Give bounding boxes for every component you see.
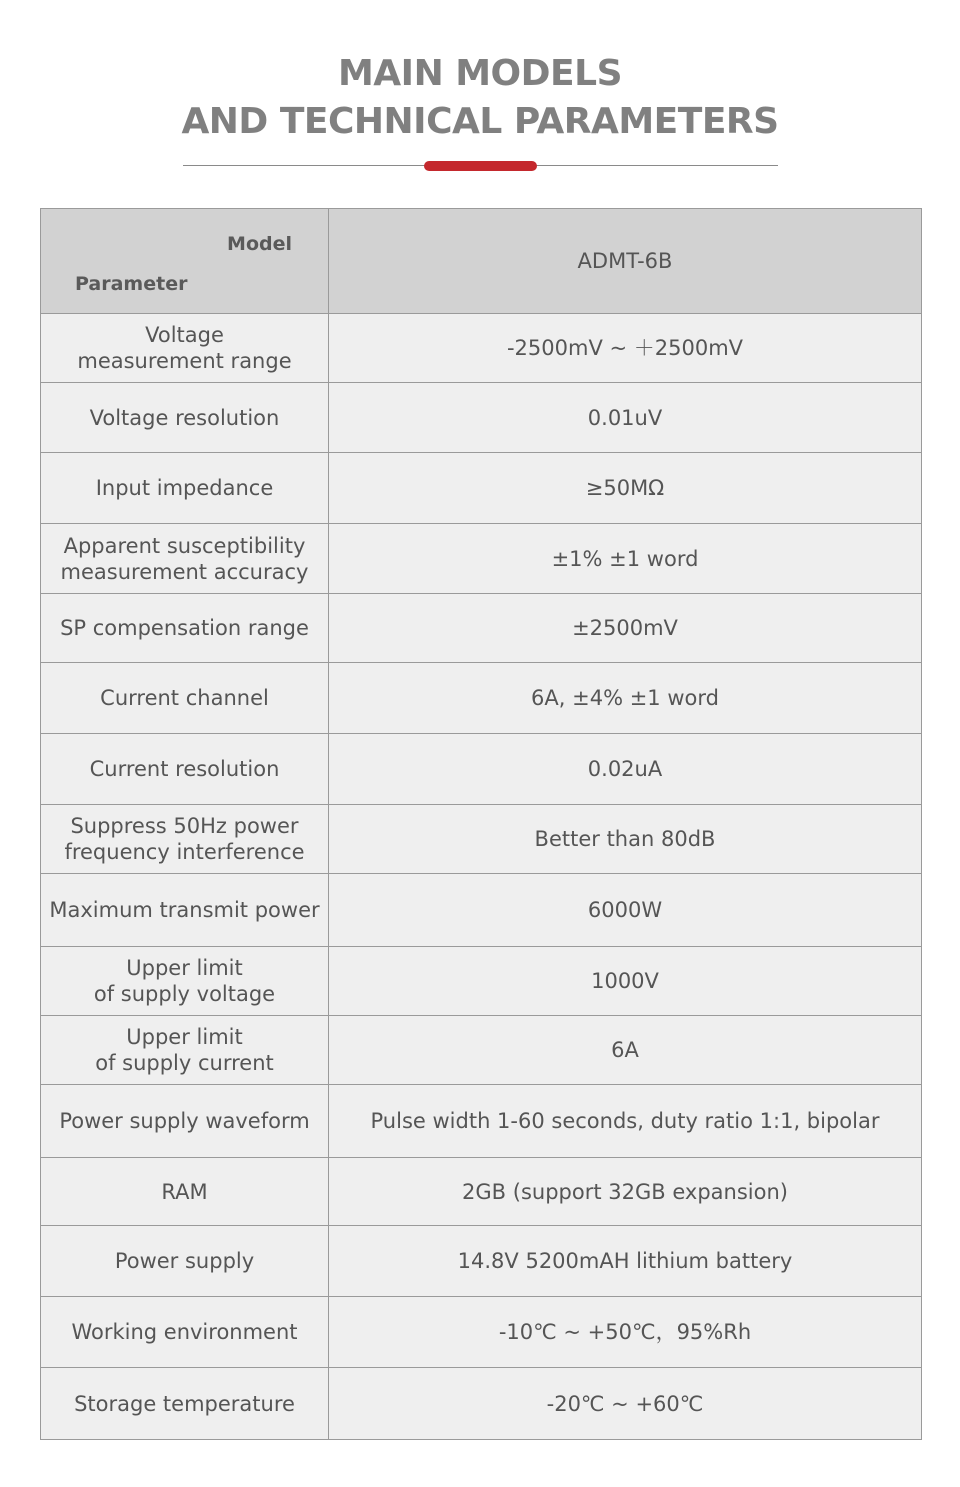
parameter-name-line-1: Upper limit: [126, 956, 243, 980]
parameter-name: [41, 1016, 329, 1085]
table-row: [41, 1226, 922, 1297]
table-row: [41, 524, 922, 594]
parameter-name-line-1: Input impedance: [95, 476, 274, 500]
parameter-name-line-1: Voltage resolution: [89, 405, 280, 430]
table-row: [41, 383, 922, 453]
parameter-name: [41, 1368, 329, 1440]
parameter-name-line-1: Current channel: [100, 686, 269, 710]
table-row: [41, 734, 922, 805]
parameter-name: [41, 314, 329, 383]
parameter-value: -2500mV ~ ＋2500mV: [329, 314, 922, 383]
parameter-name: [41, 524, 329, 594]
table-row: [41, 1297, 922, 1368]
parameter-value: 14.8V 5200mAH lithium battery: [329, 1226, 922, 1297]
table-row: [41, 874, 922, 947]
parameter-name: [41, 805, 329, 874]
parameter-name-line-1: Power supply: [114, 1249, 255, 1273]
parameter-name: [41, 1085, 329, 1158]
table-row: [41, 1016, 922, 1085]
title-divider-accent: [424, 161, 537, 171]
table-row: [41, 594, 922, 663]
parameter-name: [41, 1158, 329, 1226]
parameter-name: [41, 594, 329, 663]
parameter-name-line-1: Voltage: [145, 323, 224, 347]
parameter-value: -20℃ ~ +60℃: [329, 1368, 922, 1440]
parameter-value: Better than 80dB: [329, 805, 922, 874]
parameter-name-line-1: Power supply waveform: [59, 1109, 310, 1133]
title-line-2: AND TECHNICAL PARAMETERS: [181, 101, 779, 142]
parameter-value: 0.01uV: [329, 383, 922, 453]
model-label: Model: [227, 233, 292, 255]
parameter-name: [41, 1297, 329, 1368]
parameter-value: -10℃ ~ +50℃，95%Rh: [329, 1297, 922, 1368]
parameter-name: [41, 874, 329, 947]
table-row: [41, 1368, 922, 1440]
table-row: [41, 1158, 922, 1226]
parameter-name: [41, 734, 329, 805]
parameter-name-line-1: RAM: [161, 1179, 208, 1204]
page-title: [0, 50, 960, 146]
parameter-value: 2GB (support 32GB expansion): [329, 1158, 922, 1226]
parameter-value: 6A, ±4% ±1 word: [329, 663, 922, 734]
parameter-name: [41, 1226, 329, 1297]
parameter-name-line-1: Working environment: [71, 1320, 298, 1344]
table-row: [41, 663, 922, 734]
parameter-value: 1000V: [329, 947, 922, 1016]
parameter-name: [41, 947, 329, 1016]
parameter-name: [41, 383, 329, 453]
table-row: [41, 947, 922, 1016]
parameter-name-line-2: of supply voltage: [93, 982, 276, 1006]
table-row: [41, 805, 922, 874]
parameter-value: 0.02uA: [329, 734, 922, 805]
parameter-name-line-1: Suppress 50Hz power: [70, 814, 299, 838]
parameter-name-line-1: Current resolution: [89, 757, 280, 781]
parameter-name-line-2: frequency interference: [64, 840, 305, 864]
parameter-name: [41, 663, 329, 734]
parameter-name-line-2: measurement range: [77, 349, 292, 373]
parameter-value: 6A: [329, 1016, 922, 1085]
parameter-name-line-2: of supply current: [95, 1051, 274, 1075]
model-name: ADMT-6B: [329, 209, 922, 314]
table-row: [41, 314, 922, 383]
corner-cell: [41, 209, 329, 314]
parameter-name-line-1: Upper limit: [126, 1025, 243, 1049]
parameter-value: Pulse width 1-60 seconds, duty ratio 1:1, bipolar: [329, 1085, 922, 1158]
parameter-value: ±1% ±1 word: [329, 524, 922, 594]
table-row: [41, 453, 922, 524]
parameter-name: [41, 453, 329, 524]
parameter-name-line-2: measurement accuracy: [60, 559, 309, 584]
title-line-1: MAIN MODELS: [337, 53, 622, 94]
parameter-value: ≥50MΩ: [329, 453, 922, 524]
table-row: [41, 1085, 922, 1158]
parameters-table: [40, 208, 922, 1440]
parameter-name-line-1: Maximum transmit power: [49, 898, 320, 922]
parameter-value: ±2500mV: [329, 594, 922, 663]
table-header-row: [41, 209, 922, 314]
parameter-value: 6000W: [329, 874, 922, 947]
parameter-name-line-1: SP compensation range: [60, 616, 309, 640]
parameter-name-line-1: Apparent susceptibility: [63, 533, 306, 558]
parameter-name-line-1: Storage temperature: [74, 1391, 295, 1416]
parameter-label: Parameter: [75, 273, 188, 295]
